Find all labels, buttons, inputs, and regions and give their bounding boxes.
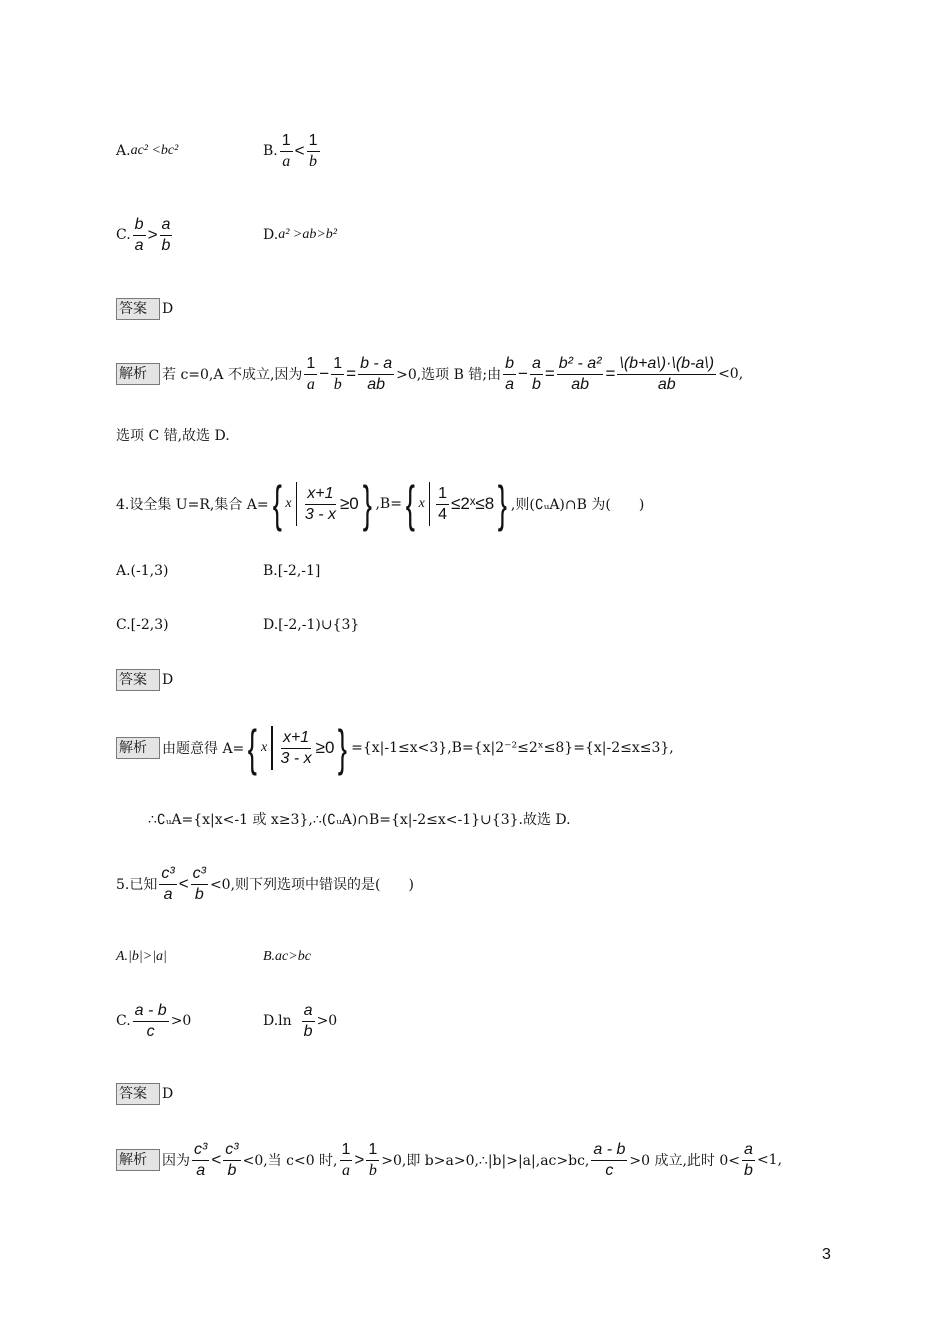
left-brace: { [248, 720, 258, 776]
fraction [279, 728, 314, 769]
explanation-tag: 解析 [116, 737, 160, 759]
option-label: A. [116, 143, 131, 159]
operator: − [319, 364, 330, 383]
option-label: C. [116, 227, 131, 243]
right-brace: } [362, 476, 372, 532]
answer-tag: 答案 [116, 298, 160, 320]
answer-value: D [162, 672, 174, 688]
denominator: b [227, 1161, 237, 1179]
denominator: b [303, 1022, 313, 1040]
answer-tag: 答案 [116, 1083, 160, 1105]
denominator: b [744, 1161, 753, 1179]
set-bar [296, 482, 297, 526]
q3-explanation-line2 [116, 410, 230, 460]
numerator: c³ [159, 864, 176, 885]
fraction [160, 215, 173, 256]
numerator: a - b [133, 1001, 169, 1022]
question-text: ,则(∁ᵤA)∩B 为( ) [510, 497, 645, 513]
operator: < [211, 1150, 222, 1169]
left-brace: { [405, 476, 415, 532]
q5-option-b [263, 932, 311, 982]
fraction [191, 864, 208, 905]
fraction [530, 354, 543, 395]
denominator: c [605, 1161, 614, 1179]
option-text: A.|b|>|a| [116, 949, 167, 964]
q5-option-a [116, 932, 167, 982]
numerator: 1 [304, 354, 317, 375]
fraction [304, 354, 317, 395]
fraction [302, 1001, 315, 1042]
set-bar [271, 726, 272, 770]
numerator: x+1 [305, 484, 335, 505]
denominator: a [196, 1161, 206, 1179]
q5-option-d [263, 996, 337, 1046]
q5-explanation [116, 1130, 782, 1190]
operator: − [518, 364, 528, 383]
explanation-tag: 解析 [116, 363, 160, 385]
fraction [133, 1001, 169, 1042]
set-bar [429, 482, 430, 526]
denominator: a [282, 152, 291, 170]
option-text: a² >ab>b² [278, 227, 337, 242]
condition: ≥0 [339, 494, 359, 513]
question-text: ,B= [375, 496, 402, 512]
numerator: x+1 [281, 728, 311, 749]
denominator: 3 - x [304, 505, 336, 523]
q5-stem [116, 854, 414, 914]
numerator: 1 [307, 131, 320, 152]
denominator: b [368, 1161, 377, 1179]
fraction [436, 484, 449, 525]
operator: > [147, 225, 158, 244]
set-A [269, 477, 376, 531]
fraction [303, 484, 338, 525]
set-A [244, 721, 351, 775]
fraction [331, 354, 344, 395]
option-label: C. [116, 1013, 131, 1029]
fraction [159, 864, 176, 905]
option-text: >0 [170, 1013, 192, 1029]
option-text: A.(-1,3) [116, 563, 169, 579]
denominator: 4 [438, 505, 448, 523]
fraction [192, 1140, 209, 1181]
operator: = [544, 364, 555, 383]
q3-option-c [116, 210, 174, 260]
explanation-text: 选项 C 错,故选 D. [116, 428, 230, 444]
fraction [358, 354, 394, 395]
denominator: a [306, 375, 315, 393]
set-variable: x [261, 740, 268, 755]
q4-option-a [116, 546, 168, 596]
option-label: D. [263, 227, 279, 243]
set-variable: x [418, 496, 425, 511]
denominator: a [134, 236, 144, 254]
page-number: 3 [822, 1246, 831, 1263]
option-text: ac² <bc² [130, 143, 179, 158]
fraction [617, 354, 716, 395]
q3-option-b [263, 126, 322, 176]
q3-option-a [116, 126, 178, 176]
numerator: 1 [331, 354, 344, 375]
q4-option-c [116, 600, 169, 650]
denominator: ab [571, 375, 590, 393]
denominator: a [505, 375, 514, 393]
fraction [742, 1140, 755, 1181]
condition: ≥0 [315, 738, 335, 757]
denominator: b [333, 375, 342, 393]
numerator: a [302, 1001, 315, 1022]
explanation-text: <0,当 c<0 时, [242, 1153, 338, 1169]
fraction [557, 354, 604, 395]
condition: ≤2ˣ≤8 [451, 494, 495, 513]
option-text: >0 [316, 1013, 338, 1029]
denominator: a [163, 885, 173, 903]
numerator: 1 [280, 131, 293, 152]
numerator: b [503, 354, 516, 375]
option-label: B. [263, 143, 278, 159]
right-brace: } [497, 476, 508, 532]
q3-option-d [263, 210, 337, 260]
numerator: b [133, 215, 146, 236]
explanation-tag: 解析 [116, 1149, 160, 1171]
answer-tag: 答案 [116, 669, 160, 691]
q4-answer [116, 655, 173, 705]
denominator: c [146, 1022, 155, 1040]
fraction [223, 1140, 240, 1181]
denominator: b [531, 375, 541, 393]
left-brace: { [272, 476, 282, 532]
q5-option-c [116, 996, 191, 1046]
numerator: 1 [366, 1140, 379, 1161]
option-label: D.ln [263, 1013, 292, 1029]
fraction [591, 1140, 627, 1181]
fraction [340, 1140, 353, 1181]
explanation-text: >0 成立,此时 0< [629, 1153, 741, 1169]
explanation-text: 因为 [162, 1153, 190, 1169]
numerator: 1 [340, 1140, 353, 1161]
explanation-text: >0,选项 B 错;由 [396, 367, 502, 383]
set-variable: x [285, 496, 292, 511]
explanation-text: ={x|-1≤x<3},B={x|2⁻²≤2ˣ≤8}={x|-2≤x≤3}, [351, 740, 674, 756]
numerator: \(b+a\)·\(b-a\) [617, 354, 716, 375]
option-text: D.[-2,-1)∪{3} [263, 617, 360, 633]
fraction [280, 131, 293, 172]
numerator: a [160, 215, 173, 236]
question-text: 5.已知 [116, 877, 158, 893]
q4-option-d [263, 600, 359, 650]
right-brace: } [338, 720, 348, 776]
question-text: <0,则下列选项中错误的是( ) [209, 877, 414, 893]
numerator: b² - a² [557, 354, 604, 375]
numerator: a [530, 354, 543, 375]
operator: = [346, 364, 357, 383]
fraction [307, 131, 320, 172]
fraction [503, 354, 516, 395]
explanation-text: ∴∁ᵤA={x|x<-1 或 x≥3},∴(∁ᵤA)∩B={x|-2≤x<-1}∪{3}.故选 D. [148, 812, 571, 828]
denominator: b [194, 885, 204, 903]
q4-explanation [116, 718, 674, 778]
denominator: b [309, 152, 318, 170]
explanation-text: <0, [718, 366, 744, 382]
operator: < [178, 874, 189, 893]
denominator: 3 - x [280, 749, 312, 767]
fraction [366, 1140, 379, 1181]
numerator: c³ [192, 1140, 209, 1161]
option-text: B.[-2,-1] [263, 563, 321, 579]
numerator: 1 [436, 484, 449, 505]
denominator: ab [657, 375, 676, 393]
denominator: ab [367, 375, 385, 393]
q3-answer [116, 284, 173, 334]
numerator: c³ [223, 1140, 240, 1161]
set-B [402, 477, 511, 531]
numerator: a [742, 1140, 755, 1161]
q4-explanation-line2 [148, 794, 571, 844]
explanation-text: >0,即 b>a>0,∴|b|>|a|,ac>bc, [381, 1153, 590, 1169]
numerator: a - b [591, 1140, 627, 1161]
explanation-text: 由题意得 A= [162, 741, 245, 757]
q5-answer [116, 1069, 173, 1119]
operator: = [605, 364, 616, 383]
denominator: b [161, 236, 171, 254]
q4-option-b [263, 546, 320, 596]
q4-stem [116, 474, 644, 534]
operator: < [294, 141, 305, 160]
q3-explanation [116, 344, 743, 404]
explanation-text: <1, [756, 1152, 783, 1168]
option-text: B.ac>bc [263, 949, 311, 964]
answer-value: D [162, 1086, 174, 1102]
question-text: 4.设全集 U=R,集合 A= [116, 497, 269, 513]
explanation-text: 若 c=0,A 不成立,因为 [162, 367, 303, 383]
fraction [133, 215, 146, 256]
operator: > [354, 1150, 365, 1169]
answer-value: D [162, 301, 174, 317]
denominator: a [341, 1161, 350, 1179]
option-text: C.[-2,3) [116, 617, 169, 633]
numerator: c³ [191, 864, 208, 885]
numerator: b - a [358, 354, 394, 375]
